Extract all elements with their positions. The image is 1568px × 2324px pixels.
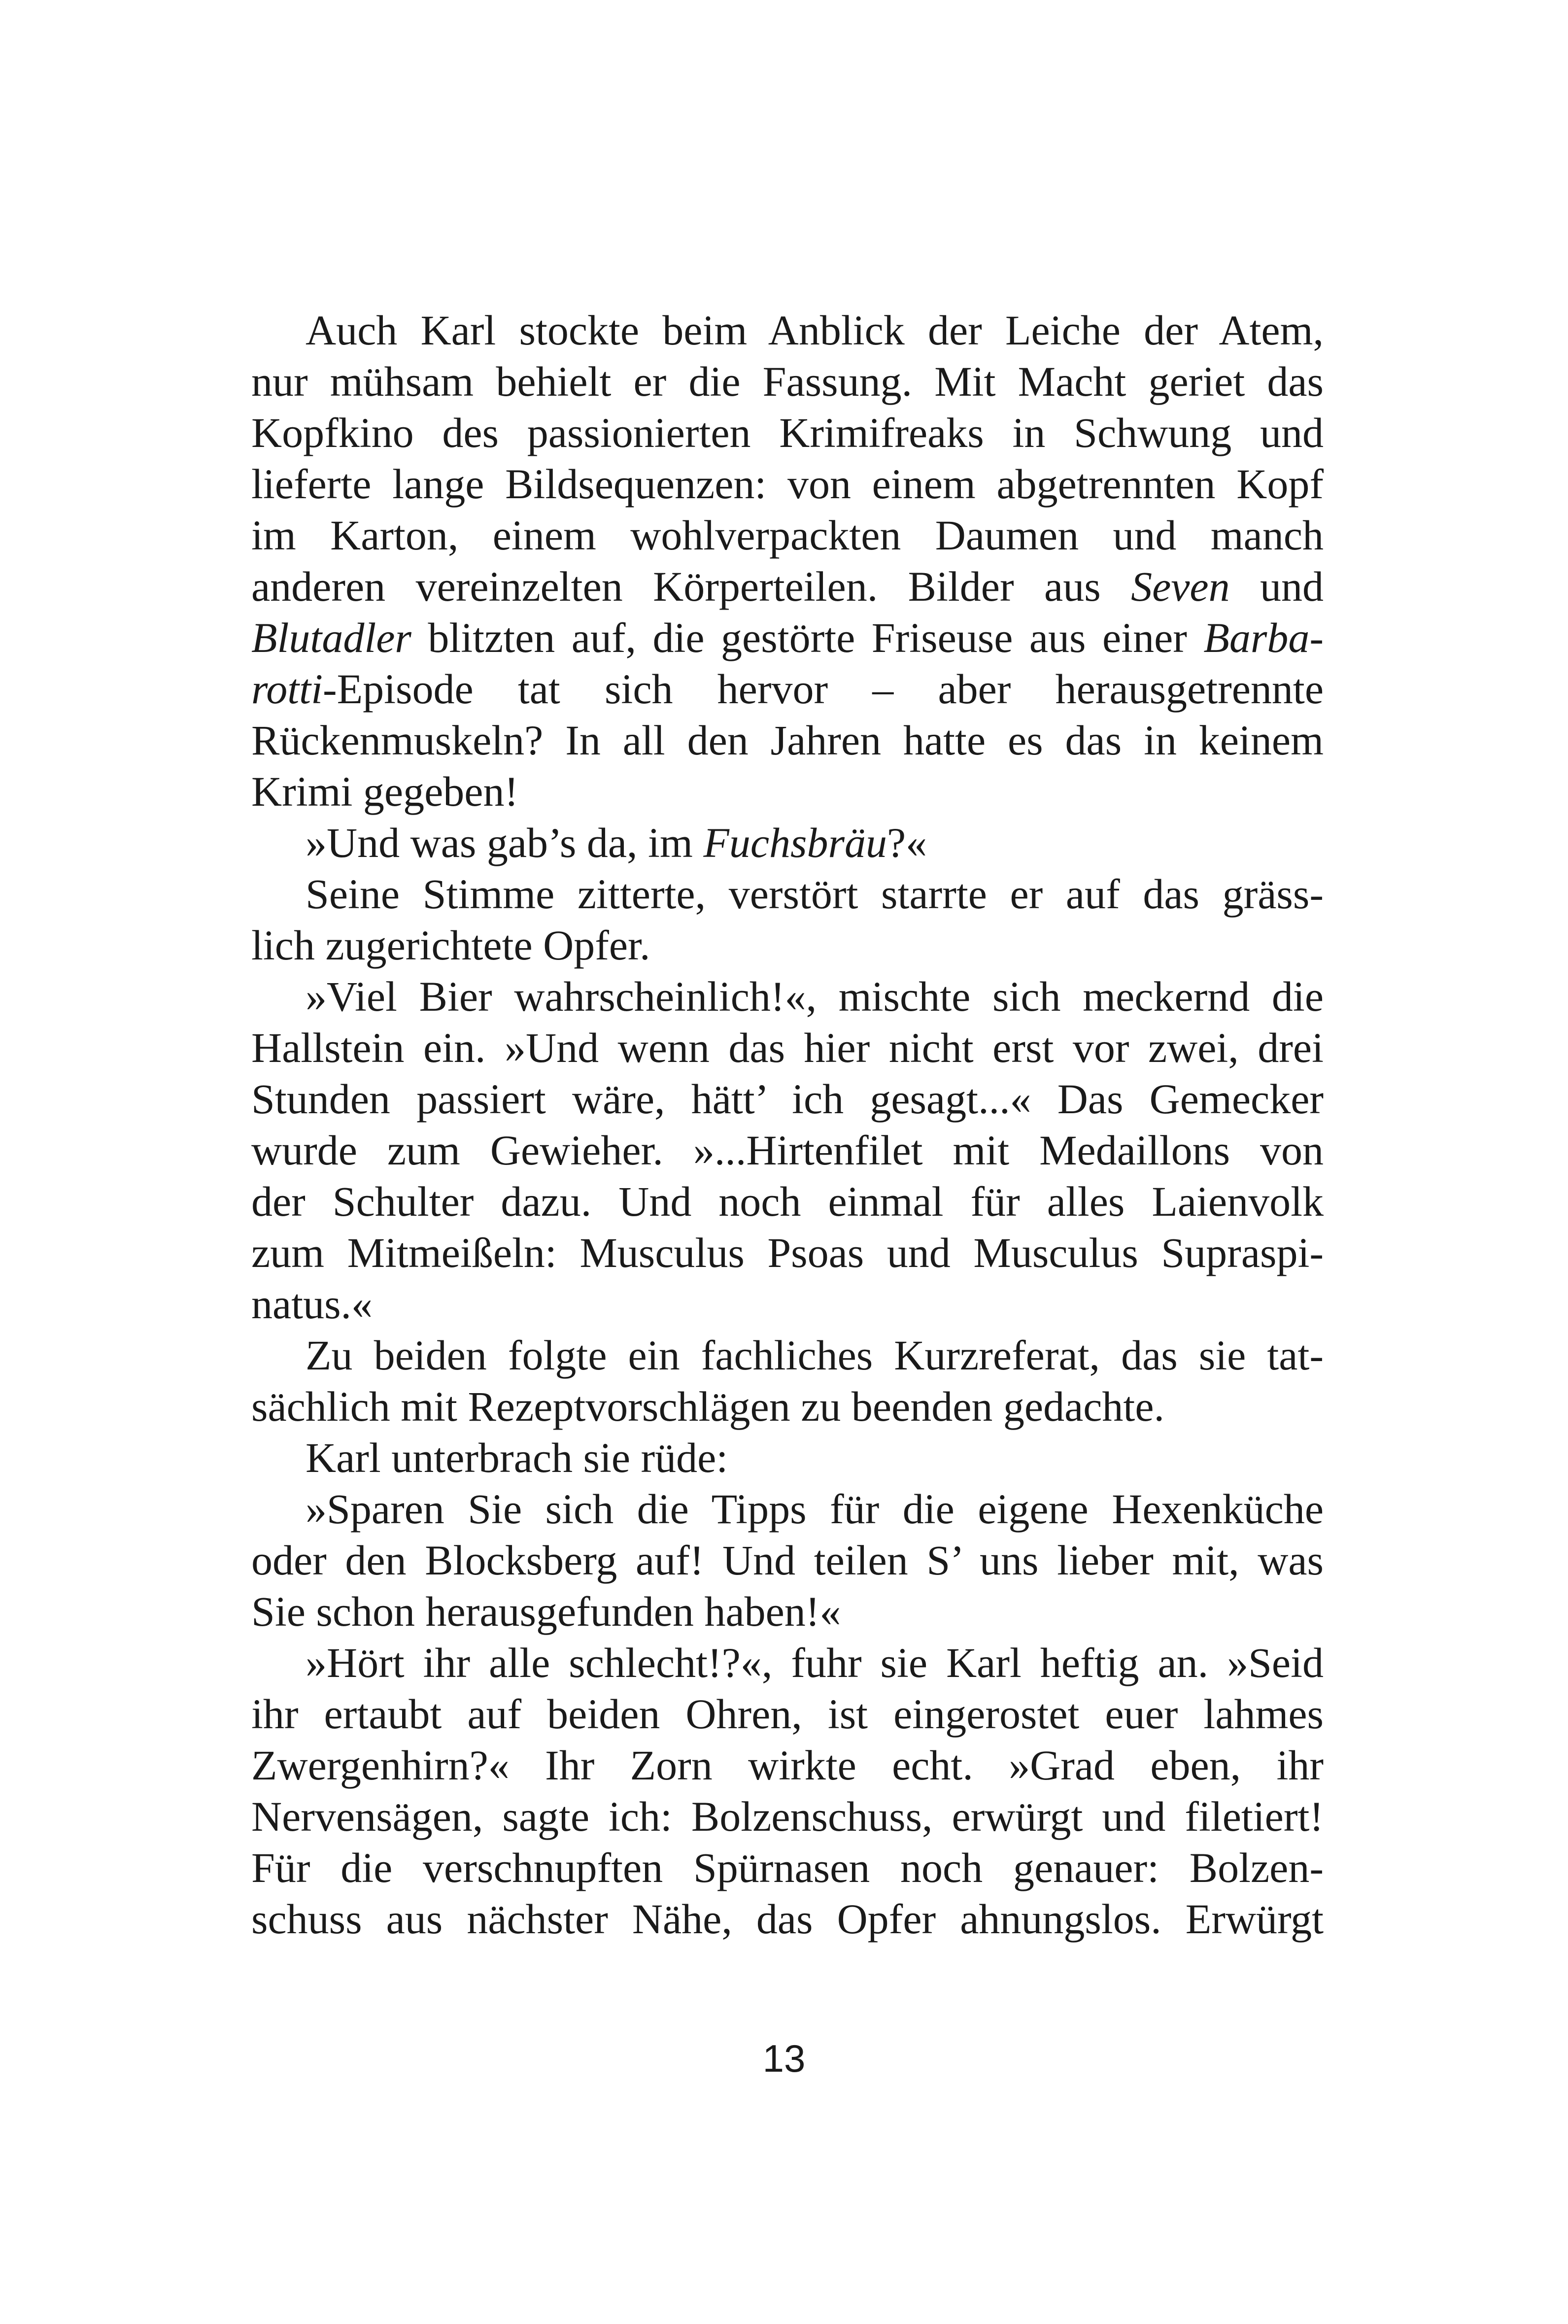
text-line: lich zugerichtete Opfer. [251, 922, 650, 969]
text-line: »Sparen Sie sich die Tipps für die eigene Hexenküche [306, 1485, 1324, 1533]
text-line: Seine Stimme zitterte, verstört starrte er auf das gräss- [306, 870, 1324, 918]
text-line: oder den Blocksberg auf! Und teilen S’ uns lieber mit, was [251, 1537, 1324, 1584]
text-line: rotti-Episode tat sich hervor – aber herausgetrennte [251, 665, 1324, 713]
text-line: der Schulter dazu. Und noch einmal für alles Laienvolk [251, 1178, 1324, 1225]
page-number: 13 [762, 2037, 806, 2080]
text-line: »Viel Bier wahrscheinlich!«, mischte sich meckernd die [306, 973, 1324, 1020]
text-line: Hallstein ein. »Und wenn das hier nicht erst vor zwei, drei [251, 1024, 1324, 1071]
text-line: im Karton, einem wohlverpackten Daumen und manch [251, 512, 1324, 559]
text-line: »Hört ihr alle schlecht!?«, fuhr sie Karl heftig an. »Seid [306, 1639, 1324, 1686]
italic-title: Seven [1131, 563, 1230, 610]
text-line: wurde zum Gewieher. »...Hirtenfilet mit Medaillons von [251, 1127, 1324, 1174]
text-line: Sie schon herausgefunden haben!« [251, 1588, 841, 1635]
italic-title: Blutadler [251, 614, 411, 661]
text-line: »Und was gab’s da, im Fuchsbräu?« [306, 819, 927, 866]
text-line: schuss aus nächster Nähe, das Opfer ahnungslos. Erwürgt [251, 1895, 1324, 1943]
text-line: zum Mitmeißeln: Musculus Psoas und Musculus Supraspi- [251, 1229, 1324, 1276]
text-line: Blutadler blitzten auf, die gestörte Friseuse aus einer Barba- [251, 614, 1324, 661]
text-line: Auch Karl stockte beim Anblick der Leiche der Atem, [306, 307, 1324, 354]
text-line: Stunden passiert wäre, hätt’ ich gesagt...« Das Gemecker [251, 1075, 1324, 1123]
text-line: anderen vereinzelten Körperteilen. Bilder aus Seven und [251, 563, 1324, 610]
text-line: lieferte lange Bildsequenzen: von einem abgetrennten Kopf [251, 460, 1324, 508]
text-line: Zu beiden folgte ein fachliches Kurzreferat, das sie tat- [306, 1332, 1324, 1379]
text-line: Nervensägen, sagte ich: Bolzenschuss, erwürgt und filetiert! [251, 1793, 1324, 1840]
italic-title: Fuchsbräu [703, 819, 887, 866]
text-line: natus.« [251, 1280, 373, 1328]
text-line: ihr ertaubt auf beiden Ohren, ist eingerostet euer lahmes [251, 1690, 1324, 1738]
italic-title: Barba- [1203, 614, 1324, 661]
body-text [251, 305, 1324, 1945]
text-line: Für die verschnupften Spürnasen noch genauer: Bolzen- [251, 1844, 1324, 1891]
text-line: Krimi gegeben! [251, 768, 519, 815]
italic-title: rotti [251, 665, 323, 713]
text-line: Zwergenhirn?« Ihr Zorn wirkte echt. »Grad eben, ihr [251, 1742, 1324, 1789]
text-line: Kopfkino des passionierten Krimifreaks in Schwung und [251, 409, 1324, 456]
text-line: Karl unterbrach sie rüde: [306, 1434, 728, 1481]
text-line: Rückenmuskeln? In all den Jahren hatte es das in keinem [251, 717, 1324, 764]
text-line: sächlich mit Rezeptvorschlägen zu beenden gedachte. [251, 1383, 1164, 1430]
text-line: nur mühsam behielt er die Fassung. Mit Macht geriet das [251, 358, 1324, 405]
